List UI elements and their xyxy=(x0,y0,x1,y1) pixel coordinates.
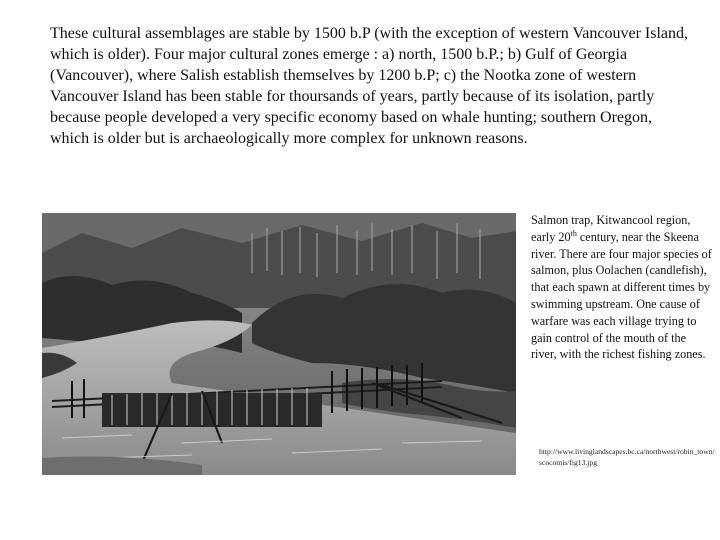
caption-text-end: century, near the Skeena river. There are four major species of salmon, plus Oolachen (candlefish), that each spawn at different times by swimming upstream. One cause of warfare was each village trying to gain control of the mouth of the river, with the richest fishing zones. xyxy=(531,229,712,362)
main-paragraph: These cultural assemblages are stable by 1500 b.P (with the exception of western Vancouver Island, which is older). Four major cultural zones emerge : a) north, 1500 b.P.; b) Gulf of Georgia (Vancouver), where Salish establish themselves by 1200 b.P; c) the Nootka zone of western Vancouver Island has been stable for thoursands of years, partly because of its isolation, partly because people developed a very specific economy based on whale hunting; southern Oregon, which is older but is archaeologically more complex for unknown reasons. xyxy=(50,25,689,147)
salmon-trap-photo xyxy=(42,213,516,475)
source-url: http://www.livinglandscapes.bc.ca/northwest/robin_town/scocomis/fig13.jpg xyxy=(539,447,715,467)
caption-superscript: th xyxy=(570,228,577,238)
photo-caption xyxy=(531,212,713,363)
caption-text-start: Salmon trap, Kitwancool region, early 20 xyxy=(531,213,691,244)
